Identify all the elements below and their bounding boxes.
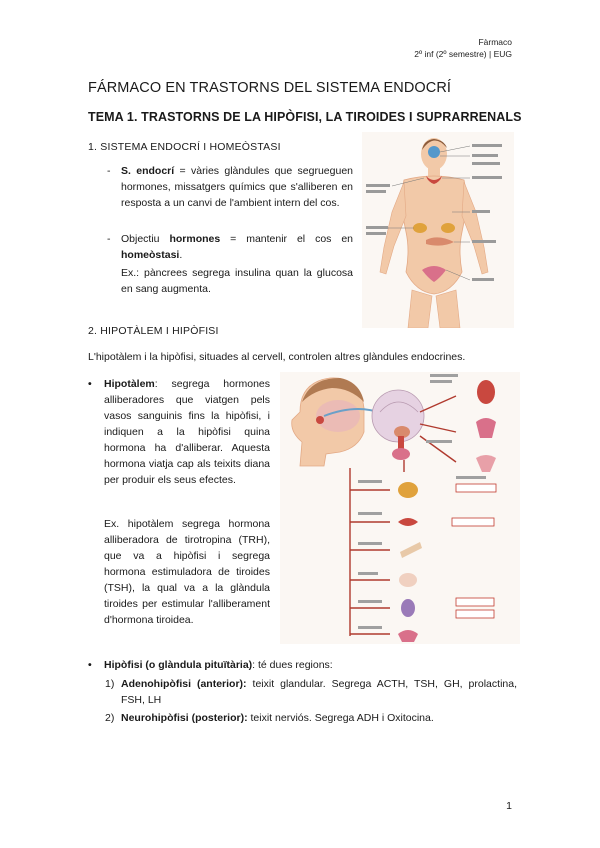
section1-item-hormones (107, 231, 354, 263)
hipofisi-item (88, 657, 524, 673)
dot-bullet: • (88, 659, 92, 671)
dot-bullet: • (88, 378, 92, 390)
term-homeostasi: homeòstasi (121, 249, 180, 261)
term-hipofisi: Hipòfisi (o glàndula pituïtària) (104, 659, 253, 671)
term-adenohipofisi: Adenohipòfisi (anterior): (121, 678, 247, 690)
adrenal-gland-left-icon (413, 223, 427, 233)
kidney-icon (477, 380, 495, 404)
text-hipofisi: : té dues regions: (252, 659, 333, 671)
list-number: 1) (105, 678, 115, 690)
mammary-icon (399, 573, 417, 587)
text-adenohipofisi: teixit glandular. Segrega ACTH, TSH, GH, prolactina, FSH, LH (121, 678, 517, 706)
header-semester: 2º inf (2º semestre) | EUG (414, 49, 512, 59)
page-number: 1 (506, 800, 512, 812)
adrenal-icon (398, 482, 418, 498)
text-endocri: = vàries glàndules que segrueguen hormones, missatgers químics que s'alliberen en resposta a un canvi de l'ambient intern del cos. (121, 165, 354, 209)
brain-marker-icon (316, 416, 324, 424)
text-neurohipofisi: teixit nerviós. Segrega ADH i Oxitocina. (247, 712, 434, 724)
page-title: FÁRMACO EN TRASTORNS DEL SISTEMA ENDOCRÍ (88, 80, 452, 96)
header-course: Fàrmaco (478, 37, 512, 47)
neurohipofisi-item (105, 710, 517, 726)
hipotalem-item (88, 376, 270, 488)
hypothalamus-pituitary-diagram (280, 372, 520, 644)
list-number: 2) (105, 712, 115, 724)
dash-bullet: - (107, 233, 111, 245)
hipotalem-example: Ex. hipotàlem segrega hormona alliberadora de tirotropina (TRH), que va a hipòfisi i segrega hormona estimuladora de tiroides (TSH), la qual va a la glàndula tiroides per estimular l'alliberament d'hormona tiroidea. (104, 518, 270, 626)
endocrine-body-figure (362, 132, 514, 328)
term-endocri: S. endocrí (121, 165, 175, 177)
text-mantenir: = mantenir el cos en (220, 233, 354, 245)
topic-title: TEMA 1. TRASTORNS DE LA HIPÒFISI, LA TIROIDES I SUPRARRENALS (88, 110, 522, 124)
section1-example: Ex.: pàncrees segrega insulina quan la glucosa en sang augmenta. (121, 267, 353, 295)
adenohipofisi-item (105, 676, 517, 708)
dash-bullet: - (107, 165, 111, 177)
pituitary-gland-icon (428, 146, 440, 158)
text-end: . (179, 249, 183, 261)
section2-heading: 2. HIPOTÀLEM I HIPÒFISI (88, 325, 219, 337)
text-objectiu: Objectiu (121, 233, 170, 245)
term-hormones: hormones (169, 233, 221, 245)
text-hipotalem: : segrega hormones alliberadores que viatgen pels vasos sanguinis fins la hipòfisi, i indiquen a la hipòfisi quina hormona ha d'alliberar. Aquesta hormona viatja cap als teixits diana per produir els seus efectes. (104, 378, 270, 486)
section1-heading: 1. SISTEMA ENDOCRÍ I HOMEÒSTASI (88, 141, 281, 153)
testis-icon (401, 599, 415, 617)
term-neurohipofisi: Neurohipòfisi (posterior): (121, 712, 248, 724)
section1-item-endocri (107, 163, 354, 211)
term-hipotalem: Hipotàlem (104, 378, 155, 390)
adrenal-gland-right-icon (441, 223, 455, 233)
section2-intro: L'hipotàlem i la hipòfisi, situades al cervell, controlen altres glàndules endocrines. (88, 351, 466, 363)
